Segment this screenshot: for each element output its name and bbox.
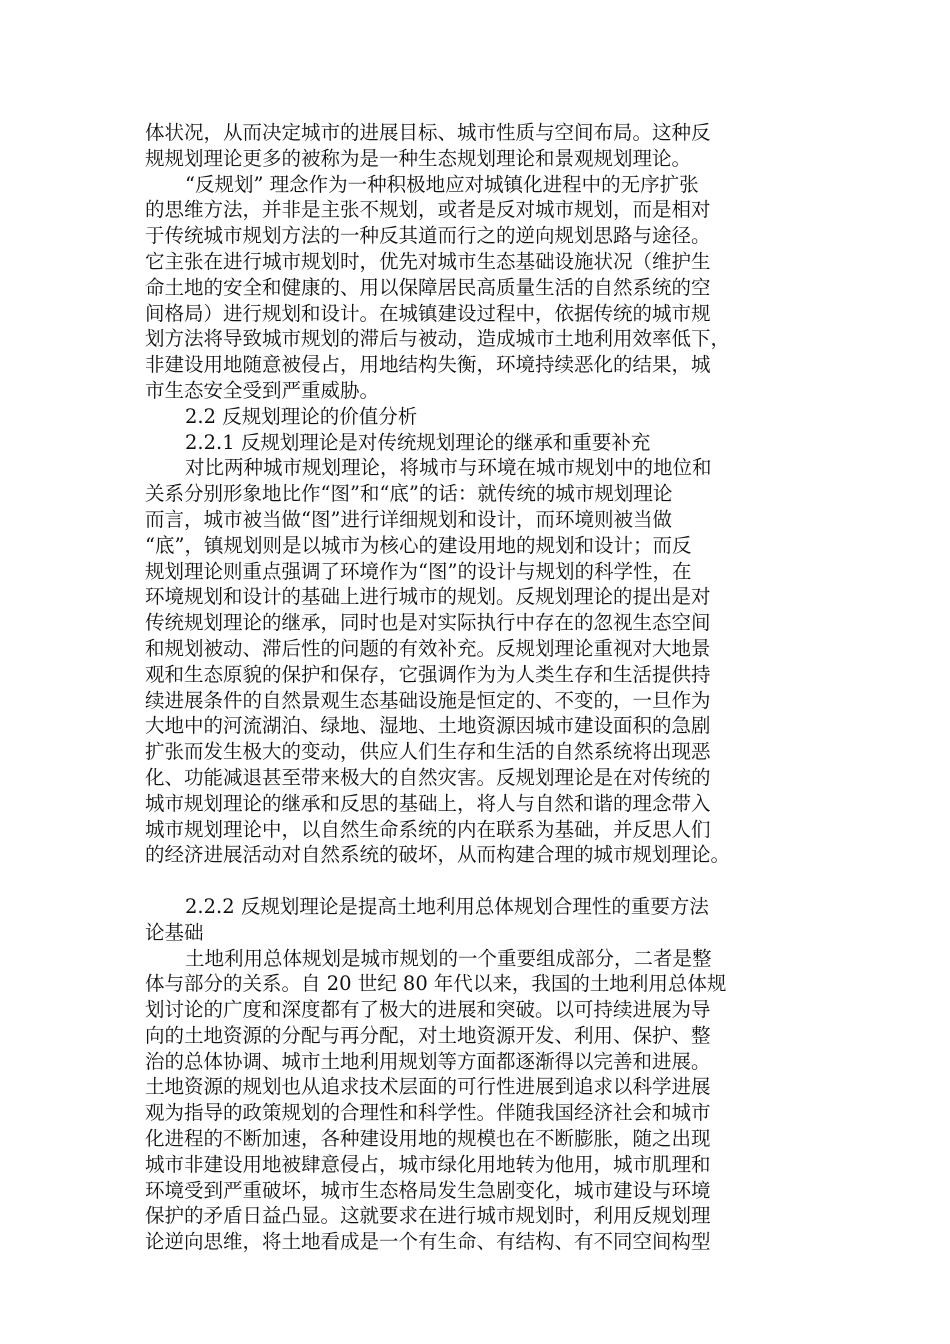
text-line: 传统规划理论的继承，同时也是对实际执行中存在的忽视生态空间	[145, 611, 711, 635]
text-line: 规划理论则重点强调了环境作为“图”的设计与规划的科学性，在	[145, 559, 692, 583]
text-line: 间格局）进行规划和设计。在城镇建设过程中，依据传统的城市规	[145, 301, 711, 325]
text-line: 化、功能减退甚至带来极大的自然灾害。反规划理论是在对传统的	[145, 765, 711, 789]
text-line: 非建设用地随意被侵占，用地结构失衡，环境持续恶化的结果，城	[145, 353, 711, 377]
text-line: 保护的矛盾日益凸显。这就要求在进行城市规划时，利用反规划理	[145, 1204, 711, 1228]
text-line: 扩张而发生极大的变动，供应人们生存和生活的自然系统将出现恶	[145, 740, 711, 764]
text-line: 向的土地资源的分配与再分配，对土地资源开发、利用、保护、整	[145, 1023, 711, 1047]
text-line: 和规划被动、滞后性的问题的有效补充。反规划理论重视对大地景	[145, 636, 711, 660]
text-line: 划方法将导致城市规划的滞后与被动，造成城市土地利用效率低下，	[145, 327, 731, 351]
text-line: 续进展条件的自然景观生态基础设施是恒定的、不变的，一旦作为	[145, 688, 711, 712]
section-heading: 2.2 反规划理论的价值分析	[185, 404, 418, 428]
text-line: 城市规划理论的继承和反思的基础上，将人与自然和谐的理念带入	[145, 791, 711, 815]
text-line: 划讨论的广度和深度都有了极大的进展和突破。以可持续进展为导	[145, 998, 711, 1022]
text-line: 命土地的安全和健康的、用以保障居民高质量生活的自然系统的空	[145, 275, 711, 299]
text-line: “底”，镇规划则是以城市为核心的建设用地的规划和设计；而反	[145, 533, 692, 557]
paragraph-start: 对比两种城市规划理论，将城市与环境在城市规划中的地位和	[185, 456, 712, 480]
paragraph-start: 土地利用总体规划是城市规划的一个重要组成部分，二者是整	[185, 946, 712, 970]
subsection-heading-continued: 论基础	[145, 920, 204, 944]
subsection-heading: 2.2.2 反规划理论是提高土地利用总体规划合理性的重要方法	[185, 894, 709, 918]
text-line: 大地中的河流湖泊、绿地、湿地、土地资源因城市建设面积的急剧	[145, 714, 711, 738]
text-line: 环境受到严重破坏，城市生态格局发生急剧变化，城市建设与环境	[145, 1178, 711, 1202]
text-line: 体状况，从而决定城市的进展目标、城市性质与空间布局。这种反	[145, 121, 711, 144]
text-line: 环境规划和设计的基础上进行城市的规划。反规划理论的提出是对	[145, 585, 711, 609]
text-line: 城市非建设用地被肆意侵占，城市绿化用地转为他用，城市肌理和	[145, 1152, 711, 1176]
blank-line	[145, 868, 805, 894]
text-line: 城市规划理论中，以自然生命系统的内在联系为基础，并反思人们	[145, 817, 711, 841]
text-line: 论逆向思维，将土地看成是一个有生命、有结构、有不同空间构型	[145, 1230, 711, 1254]
text-line: 市生态安全受到严重威胁。	[145, 378, 380, 402]
text-line: 观为指导的政策规划的合理性和科学性。伴随我国经济社会和城市	[145, 1101, 711, 1125]
document-body	[145, 120, 805, 1255]
text-line: 化进程的不断加速，各种建设用地的规模也在不断膨胀，随之出现	[145, 1127, 711, 1151]
text-line: 而言，城市被当做“图”进行详细规划和设计，而环境则被当做	[145, 507, 672, 531]
paragraph-start: “反规划” 理念作为一种积极地应对城镇化进程中的无序扩张	[185, 172, 699, 196]
text-line: 规规划理论更多的被称为是一种生态规划理论和景观规划理论。	[145, 146, 692, 170]
text-line: 的经济进展活动对自然系统的破坏，从而构建合理的城市规划理论。	[145, 843, 731, 867]
text-line: 治的总体协调、城市土地利用规划等方面都逐渐得以完善和进展。	[145, 1049, 711, 1073]
text-line: 体与部分的关系。自 20 世纪 80 年代以来，我国的土地利用总体规	[145, 972, 727, 996]
text-line: 观和生态原貌的保护和保存，它强调作为为人类生存和生活提供持	[145, 662, 711, 686]
text-line: 于传统城市规划方法的一种反其道而行之的逆向规划思路与途径。	[145, 224, 711, 248]
text-line: 土地资源的规划也从追求技术层面的可行性进展到追求以科学进展	[145, 1075, 711, 1099]
text-line: 的思维方法，并非是主张不规划，或者是反对城市规划，而是相对	[145, 198, 711, 222]
text-line: 关系分别形象地比作“图”和“底”的话：就传统的城市规划理论	[145, 482, 673, 506]
subsection-heading: 2.2.1 反规划理论是对传统规划理论的继承和重要补充	[185, 430, 651, 454]
text-line: 它主张在进行城市规划时，优先对城市生态基础设施状况（维护生	[145, 249, 711, 273]
